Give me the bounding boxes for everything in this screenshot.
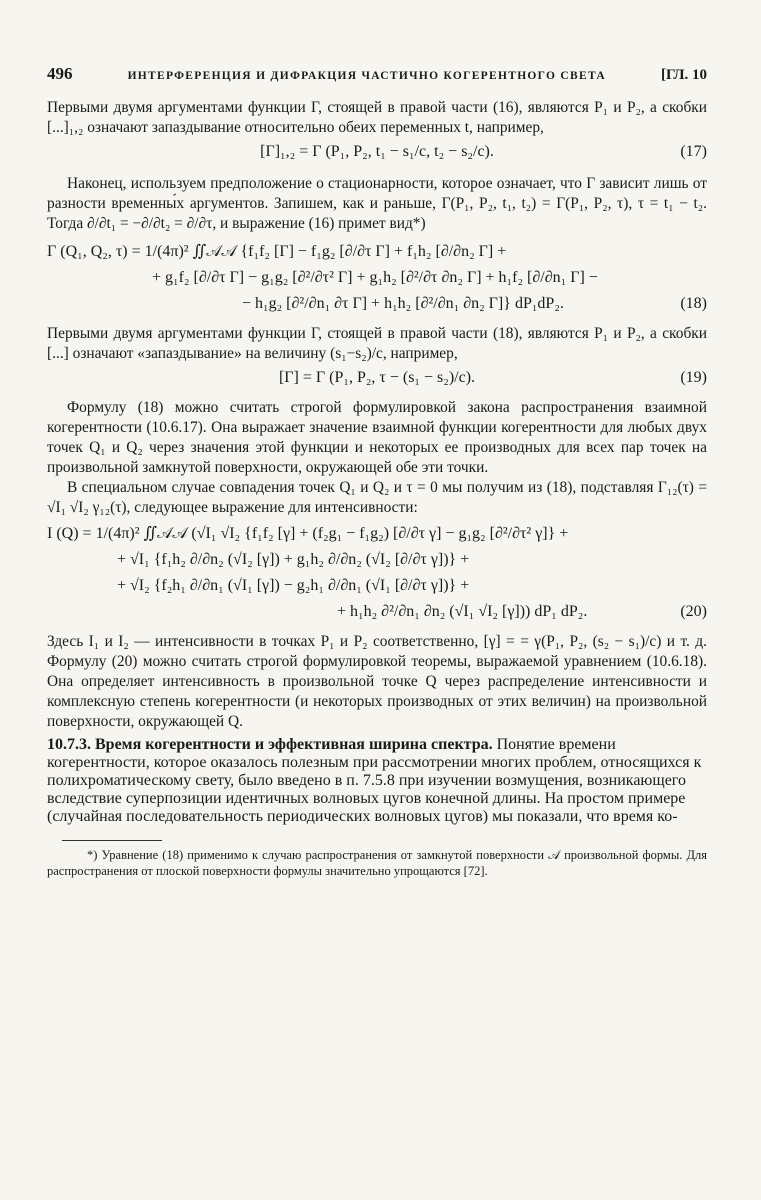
running-title: ИНТЕРФЕРЕНЦИЯ И ДИФРАКЦИЯ ЧАСТИЧНО КОГЕРЕНТНОГО СВЕТА (127, 70, 606, 82)
chapter-label: [ГЛ. 10 (661, 67, 707, 83)
equation-20-line-1: I (Q) = 1/(4π)² ∬𝒜𝒜 (√I₁ √I₂ {f₁f₂ [γ] + (f₂g₁ − f₁g₂) [∂/∂τ γ] − g₁g₂ [∂²/∂τ² γ]} + (47, 525, 569, 542)
equation-19-body: [Г] = Г (P₁, P₂, τ − (s₁ − s₂)/c). (278, 369, 476, 386)
equation-18-line-3 (47, 292, 707, 316)
equation-18-line-1: Г (Q₁, Q₂, τ) = 1/(4π)² ∬𝒜𝒜 {f₁f₂ [Г] − f₁g₂ [∂/∂τ Г] + f₁h₂ [∂/∂n₂ Г] + (47, 243, 507, 260)
footnote-divider (62, 840, 162, 841)
paragraph-1: Первыми двумя аргументами функции Г, стоящей в правой части (16), являются P₁ и P₂, а скобки [...]₁,₂ означают запаздывание относительно обеих переменных t, например, (47, 99, 707, 136)
equation-18-number: (18) (680, 295, 707, 312)
equation-17 (47, 140, 707, 164)
equation-18-line-3-body: − h₁g₂ [∂²/∂n₁ ∂τ Г] + h₁h₂ [∂²/∂n₁ ∂n₂ Г]} dP₁dP₂. (242, 295, 564, 312)
equation-19-number: (19) (680, 369, 707, 386)
paragraph-3: Первыми двумя аргументами функции Г, стоящей в правой части (18), являются P₁ и P₂, а скобки [...] означают «запаздывание» на величину (s₁−s₂)/c, например, (47, 325, 707, 362)
paragraph-5: В специальном случае совпадения точек Q₁ и Q₂ и τ = 0 мы получим из (18), подставляя Г₁₂(τ) = √I₁ √I₂ γ₁₂(τ), следующее выражение для интенсивности: (47, 479, 707, 516)
equation-20-line-4-body: + h₁h₂ ∂²/∂n₁ ∂n₂ (√I₁ √I₂ [γ])) dP₁ dP₂. (337, 603, 588, 620)
page-number: 496 (47, 64, 73, 83)
section-text: Понятие времени когерентности, которое оказалось полезным при рассмотрении многих проблем, относящихся к полихроматическому свету, было введено в п. 7.5.8 при изучении возмущения, возникающего вследствие суперпозиции идентичных волновых цугов конечной длины. На простом примере (случайная последовательность периодических волновых цугов) мы показали, что время ко- (47, 736, 702, 825)
section-heading: 10.7.3. Время когерентности и эффективная ширина спектра. (47, 736, 493, 753)
equation-20-line-2: + √I₁ {f₁h₂ ∂/∂n₂ (√I₂ [γ]) + g₁h₂ ∂/∂n₂ (√I₂ [∂/∂τ γ])} + (117, 551, 470, 568)
equation-17-body: [Г]₁,₂ = Г (P₁, P₂, t₁ − s₁/c, t₂ − s₂/c). (260, 143, 494, 160)
equation-20-number: (20) (680, 603, 707, 620)
footnote: *) Уравнение (18) применимо к случаю распространения от замкнутой поверхности 𝒜 произвольной формы. Для распространения от плоской поверхности формулы значительно упрощаются [72]. (47, 848, 707, 878)
paragraph-2: Наконец, используем предположение о стационарности, которое означает, что Г зависит лишь от разности временны́х аргументов. Запишем, как и раньше, Г(P₁, P₂, t₁, t₂) = Г(P₁, P₂, τ), τ = t₁ − t₂. Тогда ∂/∂t₁ = −∂/∂t₂ = ∂/∂τ, и выражение (16) примет вид*) (47, 175, 707, 232)
paragraph-4: Формулу (18) можно считать строгой формулировкой закона распространения взаимной когерентности (10.6.17). Она выражает значение взаимной функции когерентности для любых двух точек Q₁ и Q₂ через значения этой функции и некоторых ее производных для всех пар точек на произвольной замкнутой поверхности, окружающей обе эти точки. (47, 399, 707, 476)
equation-18-line-2: + g₁f₂ [∂/∂τ Г] − g₁g₂ [∂²/∂τ² Г] + g₁h₂ [∂²/∂τ ∂n₂ Г] + h₁f₂ [∂/∂n₁ Г] − (152, 269, 598, 286)
equation-20-line-4 (47, 600, 707, 624)
paragraph-6: Здесь I₁ и I₂ — интенсивности в точках P₁ и P₂ соответственно, [γ] = = γ(P₁, P₂, (s₂ − s₁)/c) и т. д. Формулу (20) можно считать строгой формулировкой теоремы, выражаемой уравнением (10.6.18). Она определяет интенсивность в произвольной точке Q через распределение интенсивности и комплексную степень когерентности (и некоторых производных от этих величин) на произвольной поверхности, окружающей Q. (47, 633, 707, 730)
equation-17-number: (17) (680, 143, 707, 160)
page-header (47, 64, 707, 98)
equation-20-line-3: + √I₂ {f₂h₁ ∂/∂n₁ (√I₁ [γ]) − g₂h₁ ∂/∂n₁ (√I₁ [∂/∂τ γ])} + (117, 577, 470, 594)
page (47, 64, 707, 879)
equation-19 (47, 366, 707, 390)
